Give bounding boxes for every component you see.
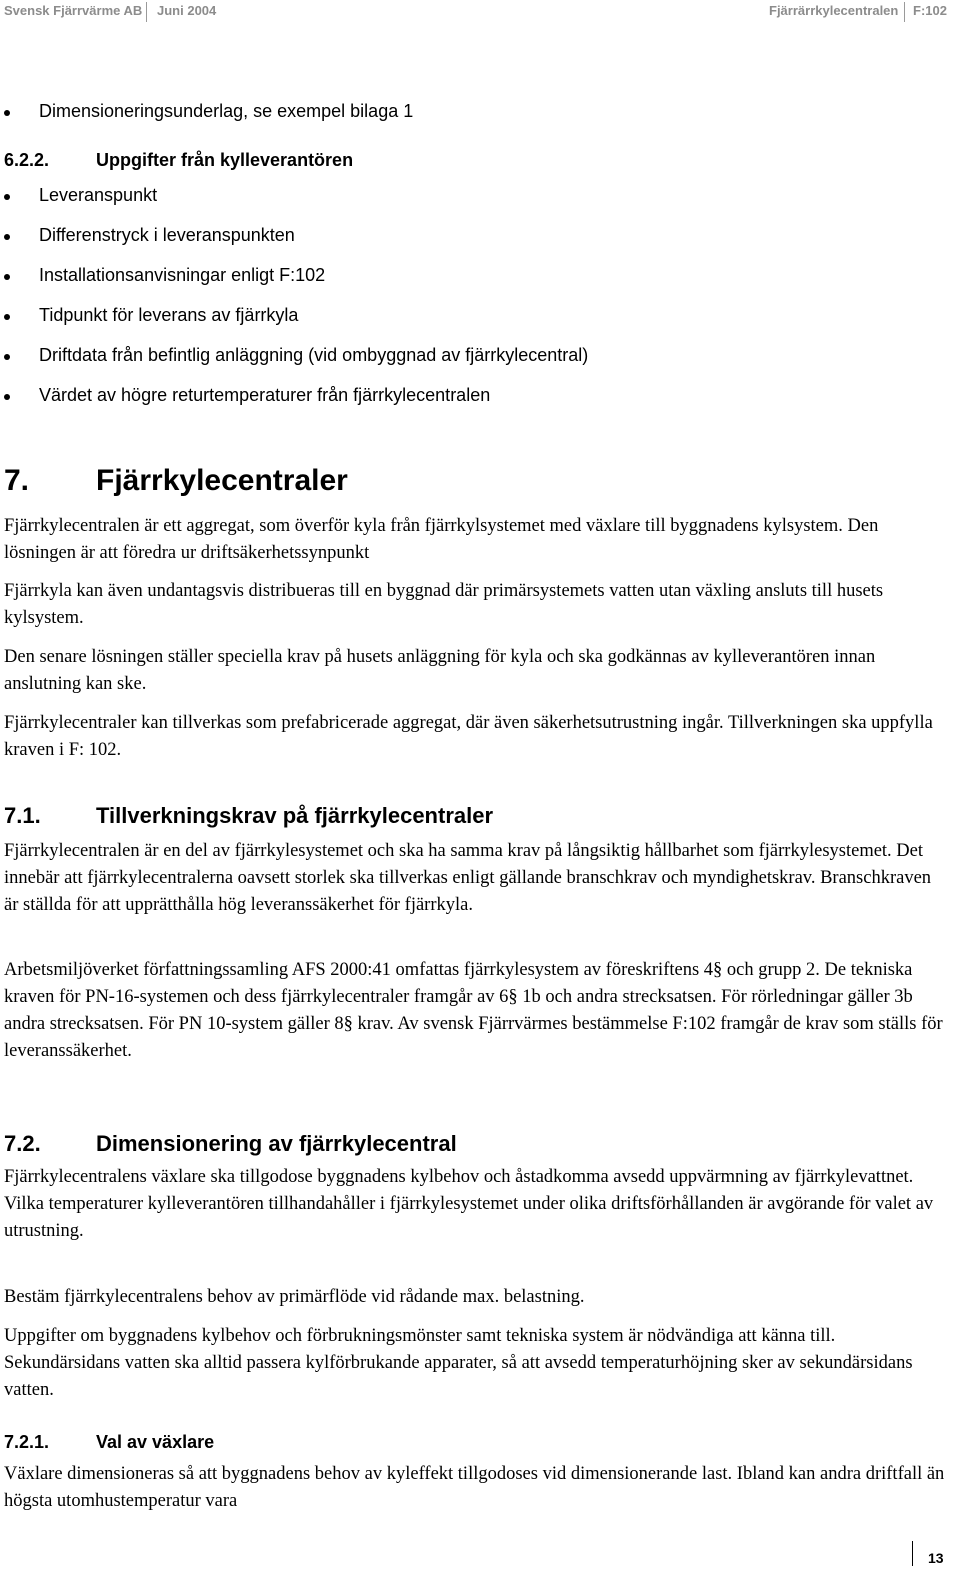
paragraph: Fjärrkylecentralens växlare ska tillgodose byggnadens kylbehov och åstadkomma avsedd uppvärmning av fjärrkylevattnet. Vilka temperaturer kylleverantören tillhandahåller i fjärrkylesystemet under olika driftsförhållanden är avgörande för valet av utrustning. [4, 1167, 934, 1241]
header-divider [146, 2, 147, 22]
bullet-icon [4, 274, 10, 280]
bullet-icon [4, 194, 10, 200]
paragraph: Fjärrkylecentralen är en del av fjärrkylesystemet och ska ha samma krav på långsiktig hållbarhet som fjärrkylesystemet. Det innebär att fjärrkylecentralerna oavsett storlek ska tillverkas enligt gällande branschkrav och myndighetskrav. Branschkraven är ställda för att upprätthålla hög leveranssäkerhet för fjärrkyla. [4, 841, 932, 915]
section-title: Dimensionering av fjärrkylecentral [96, 1131, 457, 1156]
section-title: Tillverkningskrav på fjärrkylecentraler [96, 803, 494, 828]
footer-divider [912, 1541, 913, 1566]
bullet-icon [4, 110, 10, 116]
paragraph: Uppgifter om byggnadens kylbehov och förbrukningsmönster samt tekniska system är nödvändiga att känna till. Sekundärsidans vatten ska alltid passera kylförbrukande apparater, så att avsedd temperaturhöjning sker av sekundärsidans vatten. [4, 1326, 913, 1400]
paragraph: Den senare lösningen ställer speciella krav på husets anläggning för kyla och ska godkännas av kylleverantören innan anslutning kan ske. [4, 647, 876, 694]
list-item-text: Differenstryck i leveranspunkten [39, 225, 295, 245]
header-divider [904, 2, 905, 22]
header-doc-code: F:102 [913, 3, 947, 18]
bullet-icon [4, 234, 10, 240]
section-number: 7.2.1. [4, 1432, 50, 1452]
header-company: Svensk Fjärrvärme AB [4, 3, 143, 18]
list-item-text: Tidpunkt för leverans av fjärrkyla [39, 305, 299, 325]
page-number: 13 [928, 1550, 944, 1566]
section-number: 6.2.2. [4, 150, 50, 170]
bullet-icon [4, 354, 10, 360]
bullet-icon [4, 394, 10, 400]
header-date: Juni 2004 [157, 3, 217, 18]
list-item-text: Driftdata från befintlig anläggning (vid ombyggnad av fjärrkylecentral) [39, 345, 589, 365]
section-number: 7.1. [4, 803, 41, 828]
list-item-text: Leveranspunkt [39, 185, 158, 205]
section-title: Uppgifter från kylleverantören [96, 150, 354, 170]
section-number: 7.2. [4, 1131, 41, 1156]
list-item-text: Värdet av högre returtemperaturer från fjärrkylecentralen [39, 385, 491, 405]
chapter-title: Fjärrkylecentraler [96, 464, 348, 497]
paragraph: Arbetsmiljöverket författningssamling AFS 2000:41 omfattas fjärrkylesystem av föreskriftens 4§ och grupp 2. De tekniska kraven för PN-16-systemen och dess fjärrkylecentraler framgår av 6§ 1b och andra strecksatsen. För rörledningar gäller 3b andra strecksatsen. För PN 10-system gäller 8§ krav. Av svensk Fjärrvärmes bestämmelse F:102 framgår de krav som ställs för leveranssäkerhet. [4, 960, 943, 1061]
header-doc-title: Fjärrärrkylecentralen [769, 3, 899, 18]
paragraph: Fjärrkyla kan även undantagsvis distribueras till en byggnad där primärsystemets vatten utan växling ansluts till husets kylsystem. [4, 581, 884, 628]
list-item-text: Installationsanvisningar enligt F:102 [39, 265, 326, 285]
paragraph: Bestäm fjärrkylecentralens behov av primärflöde vid rådande max. belastning. [4, 1287, 585, 1307]
chapter-number: 7. [4, 464, 30, 497]
paragraph: Växlare dimensioneras så att byggnadens behov av kyleffekt tillgodoses vid dimensionerande last. Ibland kan andra driftfall än högsta utomhustemperatur vara [4, 1464, 945, 1511]
paragraph: Fjärrkylecentraler kan tillverkas som prefabricerade aggregat, där även säkerhetsutrustning ingår. Tillverkningen ska uppfylla kraven i F: 102. [4, 713, 933, 760]
paragraph: Fjärrkylecentralen är ett aggregat, som överför kyla från fjärrkylsystemet med växlare till byggnadens kylsystem. Den lösningen är att föredra ur driftsäkerhetssynpunkt [4, 516, 879, 563]
list-item-text: Dimensioneringsunderlag, se exempel bilaga 1 [39, 101, 414, 121]
section-title: Val av växlare [96, 1432, 215, 1452]
bullet-icon [4, 314, 10, 320]
